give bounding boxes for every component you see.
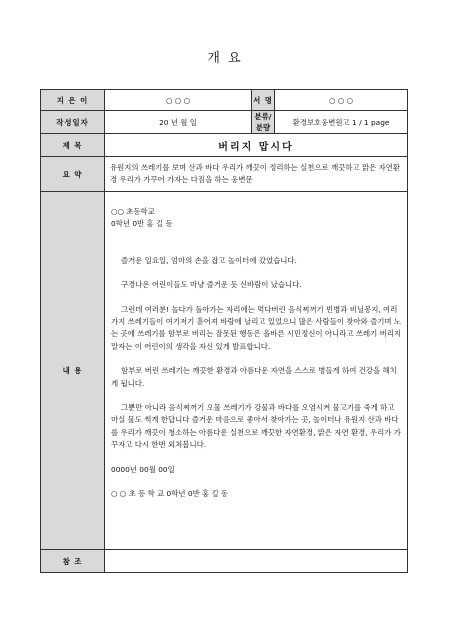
summary-label: 요 약 [41,157,105,192]
date-row [41,111,408,134]
overview-table [40,89,408,573]
summary-text: 유원지의 쓰레기를 보며 산과 바다 우리가 깨끗이 정리하는 실천으로 깨끗하고 맑은 자연환경 우리가 가꾸어 가자는 다짐을 하는 웅변문 [105,157,408,192]
date-value: 20 년 월 일 [105,111,252,134]
reference-label: 참 조 [41,550,105,573]
author-value: ○ ○ ○ [105,90,252,111]
reference-row [41,550,408,573]
date-line: 0000년 00월 00일 [111,464,175,474]
sign-label: 서 명 [252,90,275,111]
author-label: 지 은 이 [41,90,105,111]
paragraph-4: 함부로 버린 쓰레기는 깨끗한 환경과 아름다운 자연을 스스로 병들게 하여 건강을 해치게 됩니다. [111,366,397,388]
subject-label: 제 목 [41,134,105,157]
category-label: 분류/분량 [252,111,275,134]
student-line: 0학년 0반 홍 길 동 [111,219,173,229]
reference-value [105,550,408,573]
content-body [105,192,408,550]
sign-value: ○ ○ ○ [275,90,408,111]
subject-row [41,134,408,157]
category-value: 환경보호웅변원고 1 / 1 page [275,111,408,134]
paragraph-2: 구경나온 어린이들도 마냥 즐거운 듯 신바람이 났습니다. [121,280,302,290]
document-title: 개 요 [207,51,243,66]
content-row [41,192,408,550]
paragraph-5: 그뿐만 아니라 음식찌꺼기 오물 쓰레기가 강물과 바다를 오염시켜 물고기를 죽게 하고 마실 물도 썩게 한답니다 즐거운 마음으로 좋아서 찾아가는 곳, 놀이터나 유원지 산과 바다를 우리가 깨끗이 청소하는 아름다운 실천으로 깨끗한 자연환경, 맑은 자연 환경, 우리가 가꾸자고 다시 한번 외쳐봅니다. [111,403,401,450]
school-line: ○○ 초등학교 [111,207,155,216]
author-row [41,90,408,111]
subject-value: 버리지 맙시다 [105,134,408,157]
content-label: 내 용 [41,192,105,550]
summary-row [41,157,408,192]
closing-line: ○ ○ 초 등 학 교 0학년 0반 홍 길 동 [111,489,229,499]
date-label: 작성일자 [41,111,105,134]
paragraph-1: 즐거운 일요일, 엄마의 손을 잡고 놀이터에 갔었습니다. [121,255,297,265]
paragraph-3: 그런데 여러분! 놀다가 돌아가는 자리에는 먹다버린 음식찌꺼기 빈병과 비닐봉지, 여러 가지 쓰레기들이 여기저기 흩어져 바람에 날리고 있었으니 많은 사람들이 찾아와 즐기며 노는 곳에 쓰레기를 함부로 버리는 잘못된 행동은 올바른 시민정신이 아니라고 쓰레기 버리지 말자는 이 어린이의 생각을 자신 있게 발표합니다. [111,304,402,351]
